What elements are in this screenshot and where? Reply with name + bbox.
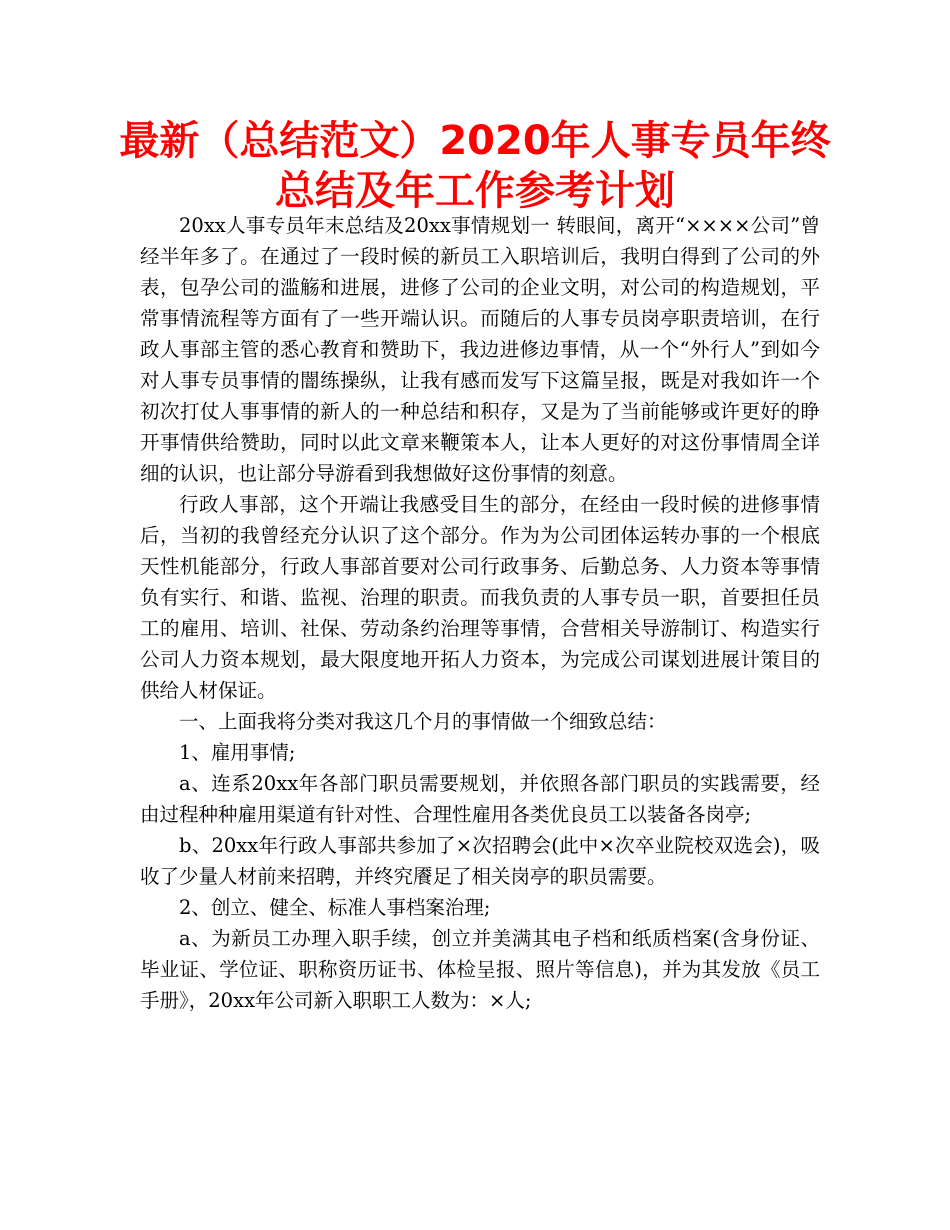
list-item: a、连系20xx年各部门职员需要规划，并依照各部门职员的实践需要，经由过程种种雇用渠道有针对性、合理性雇用各类优良员工以装备各岗亭; xyxy=(140,772,820,826)
section-heading: 一、上面我将分类对我这几个月的事情做一个细致总结： xyxy=(179,710,667,733)
list-item: b、20xx年行政人事部共参加了×次招聘会(此中×次卒业院校双选会)，吸收了少量人材前来招聘，并终究餍足了相关岗亭的职员需要。 xyxy=(140,834,820,888)
list-item: a、为新员工办理入职手续，创立并美满其电子档和纸质档案(含身份证、毕业证、学位证、职称资历证书、体检呈报、照片等信息)，并为其发放《员工手册》，20xx年公司新入职职工人数为：×人; xyxy=(140,927,820,1012)
subsection-heading: 1、雇用事情; xyxy=(179,741,296,764)
paragraph: 行政人事部，这个开端让我感受目生的部分，在经由一段时候的进修事情后，当初的我曾经充分认识了这个部分。作为为公司团体运转办事的一个根底天性机能部分，行政人事部首要对公司行政事务、后勤总务、人力资本等事情负有实行、和谐、监视、治理的职责。而我负责的人事专员一职，首要担任员工的雇用、培训、社保、劳动条约治理等事情，合营相关导游制订、构造实行公司人力资本规划，最大限度地开拓人力资本，为完成公司谋划进展计策目的供给人材保证。 xyxy=(140,493,820,702)
paragraph: 20xx人事专员年末总结及20xx事情规划一 转眼间，离开“××××公司”曾经半年多了。在通过了一段时候的新员工入职培训后，我明白得到了公司的外表，包孕公司的滥觞和进展，进修了公司的企业文明，对公司的构造规划，平常事情流程等方面有了一些开端认识。而随后的人事专员岗亭职责培训，在行政人事部主管的悉心教育和赞助下，我边进修边事情，从一个“外行人”到如今对人事专员事情的闇练操纵，让我有感而发写下这篇呈报，既是对我如许一个初次打仗人事事情的新人的一种总结和积存，又是为了当前能够或许更好的睁开事情供给赞助，同时以此文章来鞭策本人，让本人更好的对这份事情周全详细的认识，也让部分导游看到我想做好这份事情的刻意。 xyxy=(140,214,820,485)
document-body xyxy=(140,210,820,1016)
subsection-heading: 2、创立、健全、标准人事档案治理; xyxy=(179,896,491,919)
document-title: 最新（总结范文）2020年人事专员年终总结及年工作参考计划 xyxy=(119,118,831,214)
